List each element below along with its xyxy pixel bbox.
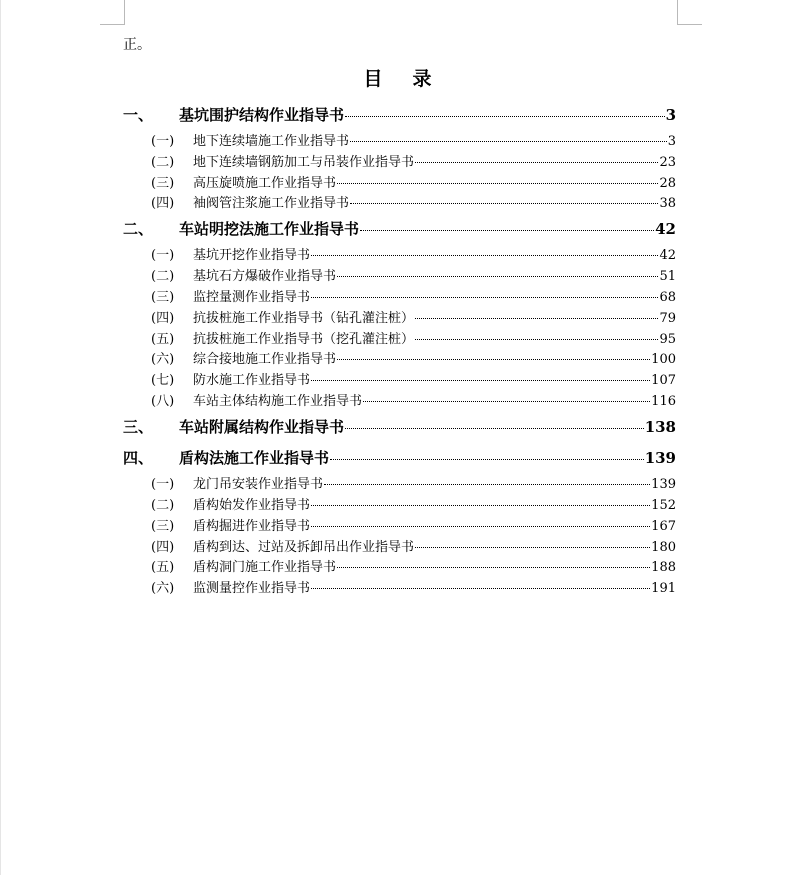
toc-entry-title: 车站主体结构施工作业指导书 [193, 394, 363, 409]
toc-entry-number: 四、 [123, 449, 154, 467]
toc-dot-leader [337, 567, 650, 568]
toc-page-number: 28 [659, 176, 676, 191]
toc-page-number: 68 [659, 290, 676, 305]
toc-section-entry[interactable] [151, 265, 676, 284]
toc-dot-leader [311, 255, 658, 256]
toc-entry-title: 监测量控作业指导书 [193, 581, 311, 596]
toc-entry-number: (二) [151, 155, 175, 170]
toc-entry-title: 盾构掘进作业指导书 [193, 519, 311, 534]
toc-page-number: 180 [651, 540, 676, 555]
toc-entry-number: 二、 [123, 220, 154, 238]
toc-entry-number: (四) [151, 311, 175, 326]
margin-corner-mark-left [100, 0, 125, 25]
toc-chapter-entry[interactable] [123, 104, 676, 125]
toc-page-number: 100 [651, 352, 676, 367]
toc-page-number: 42 [659, 248, 676, 263]
toc-entry-number: (三) [151, 519, 175, 534]
toc-entry-title: 车站附属结构作业指导书 [179, 418, 345, 436]
toc-entry-title: 监控量测作业指导书 [193, 290, 311, 305]
toc-entry-number: (二) [151, 498, 175, 513]
toc-dot-leader [311, 297, 658, 298]
toc-section-entry[interactable] [151, 130, 676, 149]
toc-entry-number: (一) [151, 134, 175, 149]
toc-section-entry[interactable] [151, 577, 676, 596]
toc-section-entry[interactable] [151, 348, 676, 367]
toc-entry-title: 盾构洞门施工作业指导书 [193, 560, 337, 575]
toc-dot-leader [330, 459, 644, 460]
carried-over-text: 正。 [123, 37, 151, 53]
toc-dot-leader [415, 318, 658, 319]
toc-page-number: 23 [659, 155, 676, 170]
toc-page-number: 3 [667, 134, 676, 149]
toc-dot-leader [415, 162, 658, 163]
toc-page-number: 188 [651, 560, 676, 575]
toc-dot-leader [415, 547, 650, 548]
toc-entry-title: 抗拔桩施工作业指导书（钻孔灌注桩） [193, 311, 415, 326]
toc-page-number: 116 [651, 394, 676, 409]
toc-dot-leader [345, 428, 644, 429]
toc-dot-leader [363, 401, 650, 402]
toc-entry-title: 基坑石方爆破作业指导书 [193, 269, 337, 284]
toc-page-number: 95 [659, 332, 676, 347]
toc-entry-number: (四) [151, 196, 175, 211]
toc-section-entry[interactable] [151, 369, 676, 388]
toc-entry-title: 车站明挖法施工作业指导书 [179, 220, 360, 238]
toc-entry-title: 抗拔桩施工作业指导书（挖孔灌注桩） [193, 332, 415, 347]
toc-page-number: 152 [651, 498, 676, 513]
toc-entry-number: (四) [151, 540, 175, 555]
toc-dot-leader [337, 276, 658, 277]
toc-entry-title: 地下连续墙钢筋加工与吊装作业指导书 [193, 155, 415, 170]
toc-dot-leader [350, 203, 658, 204]
toc-entry-number: (八) [151, 394, 175, 409]
toc-chapter-entry[interactable] [123, 218, 676, 239]
toc-entry-number: (六) [151, 352, 175, 367]
toc-section-entry[interactable] [151, 192, 676, 211]
toc-dot-leader [337, 359, 650, 360]
toc-entry-number: (五) [151, 332, 175, 347]
toc-dot-leader [337, 183, 658, 184]
toc-entry-number: (三) [151, 290, 175, 305]
toc-dot-leader [360, 230, 654, 231]
toc-entry-number: (五) [151, 560, 175, 575]
toc-chapter-entry[interactable] [123, 447, 676, 468]
toc-entry-title: 基坑开挖作业指导书 [193, 248, 311, 263]
toc-entry-title: 基坑围护结构作业指导书 [179, 106, 345, 124]
toc-page-number: 3 [665, 106, 676, 124]
toc-dot-leader [350, 141, 667, 142]
toc-entry-number: (七) [151, 373, 175, 388]
toc-entry-title: 防水施工作业指导书 [193, 373, 311, 388]
toc-section-entry[interactable] [151, 473, 676, 492]
toc-page-number: 139 [651, 477, 676, 492]
toc-title-text: 目录 [363, 68, 462, 90]
toc-dot-leader [311, 526, 650, 527]
toc-section-entry[interactable] [151, 286, 676, 305]
toc-dot-leader [311, 588, 650, 589]
toc-dot-leader [324, 484, 650, 485]
page-edge [0, 0, 1, 875]
toc-section-entry[interactable] [151, 494, 676, 513]
toc-page-number: 191 [651, 581, 676, 596]
toc-entry-number: 三、 [123, 418, 154, 436]
toc-entry-number: (二) [151, 269, 175, 284]
toc-section-entry[interactable] [151, 556, 676, 575]
toc-section-entry[interactable] [151, 307, 676, 326]
toc-dot-leader [311, 505, 650, 506]
toc-page-number: 167 [651, 519, 676, 534]
toc-section-entry[interactable] [151, 172, 676, 191]
toc-dot-leader [415, 339, 658, 340]
toc-section-entry[interactable] [151, 244, 676, 263]
toc-title [0, 64, 795, 91]
toc-chapter-entry[interactable] [123, 416, 676, 437]
toc-entry-number: 一、 [123, 106, 154, 124]
toc-page-number: 38 [659, 196, 676, 211]
toc-entry-title: 地下连续墙施工作业指导书 [193, 134, 350, 149]
toc-page-number: 138 [644, 418, 676, 436]
toc-entry-number: (六) [151, 581, 175, 596]
toc-entry-title: 盾构到达、过站及拆卸吊出作业指导书 [193, 540, 415, 555]
toc-section-entry[interactable] [151, 515, 676, 534]
toc-entry-number: (三) [151, 176, 175, 191]
toc-section-entry[interactable] [151, 328, 676, 347]
toc-entry-title: 袖阀管注浆施工作业指导书 [193, 196, 350, 211]
toc-entry-title: 综合接地施工作业指导书 [193, 352, 337, 367]
toc-page-number: 51 [659, 269, 676, 284]
toc-page-number: 107 [651, 373, 676, 388]
toc-page-number: 139 [644, 449, 676, 467]
toc-entry-title: 高压旋喷施工作业指导书 [193, 176, 337, 191]
toc-entry-title: 龙门吊安装作业指导书 [193, 477, 324, 492]
toc-dot-leader [345, 116, 665, 117]
toc-section-entry[interactable] [151, 390, 676, 409]
toc-section-entry[interactable] [151, 151, 676, 170]
toc-page-number: 42 [655, 220, 676, 238]
toc-entry-number: (一) [151, 477, 175, 492]
toc-entry-number: (一) [151, 248, 175, 263]
margin-corner-mark-right [677, 0, 702, 25]
toc-section-entry[interactable] [151, 536, 676, 555]
toc-page-number: 79 [659, 311, 676, 326]
toc-entry-title: 盾构法施工作业指导书 [179, 449, 330, 467]
toc-entry-title: 盾构始发作业指导书 [193, 498, 311, 513]
toc-dot-leader [311, 380, 650, 381]
